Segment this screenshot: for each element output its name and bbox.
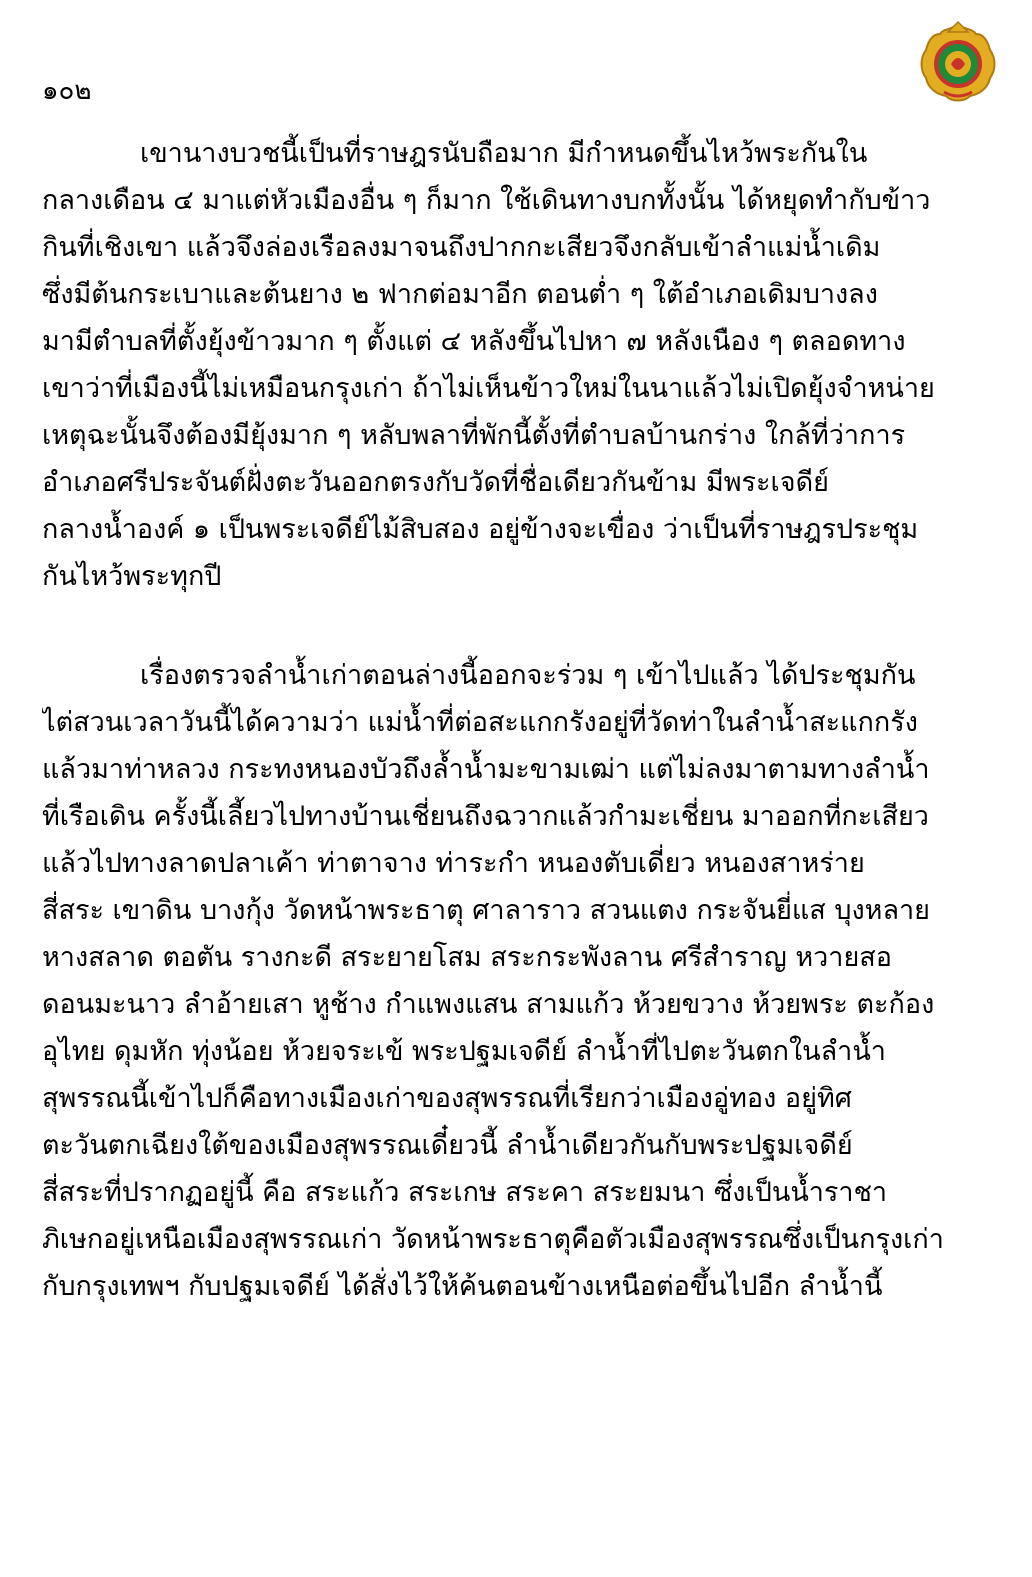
text-line: มามีตำบลที่ตั้งยุ้งข้าวมาก ๆ ตั้งแต่ ๔ หลังขึ้นไปหา ๗ หลังเนือง ๆ ตลอดทาง xyxy=(42,326,906,357)
text-line: สี่สระ เขาดิน บางกุ้ง วัดหน้าพระธาตุ ศาลาราว สวนแตง กระจันยี่แส บุงหลาย xyxy=(42,895,931,926)
text-line: ภิเษกอยู่เหนือเมืองสุพรรณเก่า วัดหน้าพระธาตุคือตัวเมืองสุพรรณซึ่งเป็นกรุงเก่า xyxy=(42,1224,944,1255)
text-line: สี่สระที่ปรากฏอยู่นี้ คือ สระแก้ว สระเกษ สระคา สระยมนา ซึ่งเป็นน้ำราชา xyxy=(42,1177,888,1208)
text-line: อุไทย ดุมหัก ทุ่งน้อย ห้วยจระเข้ พระปฐมเจดีย์ ลำน้ำที่ไปตะวันตกในลำน้ำ xyxy=(42,1036,886,1067)
text-line: แล้วไปทางลาดปลาเค้า ท่าตาจาง ท่าระกำ หนองตับเดี่ยว หนองสาหร่าย xyxy=(42,848,865,879)
paragraph-spacer xyxy=(42,600,990,652)
text-line: กลางเดือน ๔ มาแต่หัวเมืองอื่น ๆ ก็มาก ใช้เดินทางบกทั้งนั้น ได้หยุดทำกับข้าว xyxy=(42,185,931,216)
text-line: ซึ่งมีต้นกระเบาและต้นยาง ๒ ฟากต่อมาอีก ตอนต่ำ ๆ ใต้อำเภอเดิมบางลง xyxy=(42,279,878,310)
text-line: ดอนมะนาว ลำอ้ายเสา หูช้าง กำแพงแสน สามแก้ว ห้วยขวาง ห้วยพระ ตะก้อง xyxy=(42,989,935,1020)
text-line: กลางน้ำองค์ ๑ เป็นพระเจดีย์ไม้สิบสอง อยู่ข้างจะเขื่อง ว่าเป็นที่ราษฎรประชุม xyxy=(42,514,919,545)
text-line: แล้วมาท่าหลวง กระทงหนองบัวถึงล้ำน้ำมะขามเฒ่า แต่ไม่ลงมาตามทางลำน้ำ xyxy=(42,754,930,785)
paragraph-2 xyxy=(42,652,990,1310)
text-line: อำเภอศรีประจันต์ฝั่งตะวันออกตรงกับวัดที่ชื่อเดียวกันข้าม มีพระเจดีย์ xyxy=(42,467,829,498)
paragraph-1 xyxy=(42,130,990,600)
text-line: กันไหว้พระทุกปี xyxy=(42,561,222,592)
page-number: ๑๐๒ xyxy=(42,76,92,106)
text-line: ตะวันตกเฉียงใต้ของเมืองสุพรรณเดี๋ยวนี้ ลำน้ำเดียวกันกับพระปฐมเจดีย์ xyxy=(42,1130,853,1161)
text-line: สุพรรณนี้เข้าไปก็คือทางเมืองเก่าของสุพรรณที่เรียกว่าเมืองอู่ทอง อยู่ทิศ xyxy=(42,1083,852,1114)
text-line: เหตุฉะนั้นจึงต้องมียุ้งมาก ๆ หลับพลาที่พักนี้ตั้งที่ตำบลบ้านกร่าง ใกล้ที่ว่าการ xyxy=(42,420,906,451)
text-line: เรื่องตรวจลำน้ำเก่าตอนล่างนี้ออกจะร่วม ๆ เข้าไปแล้ว ได้ประชุมกัน xyxy=(140,660,916,691)
text-line: หางสลาด ตอตัน รางกะดี สระยายโสม สระกระพังลาน ศรีสำราญ หวายสอ xyxy=(42,942,892,973)
ministry-emblem-icon xyxy=(918,20,998,104)
text-line: กับกรุงเทพฯ กับปฐมเจดีย์ ได้สั่งไว้ให้ค้นตอนข้างเหนือต่อขึ้นไปอีก ลำน้ำนี้ xyxy=(42,1271,883,1302)
text-line: ไต่สวนเวลาวันนี้ได้ความว่า แม่น้ำที่ต่อสะแกกรังอยู่ที่วัดท่าในลำน้ำสะแกกรัง xyxy=(42,707,918,738)
text-line: เขาว่าที่เมืองนี้ไม่เหมือนกรุงเก่า ถ้าไม่เห็นข้าวใหม่ในนาแล้วไม่เปิดยุ้งจำหน่าย xyxy=(42,373,935,404)
text-line: กินที่เชิงเขา แล้วจึงล่องเรือลงมาจนถึงปากกะเสียวจึงกลับเข้าลำแม่น้ำเดิม xyxy=(42,232,881,263)
text-line: เขานางบวชนี้เป็นที่ราษฎรนับถือมาก มีกำหนดขึ้นไหว้พระกันใน xyxy=(140,138,868,169)
document-body xyxy=(42,130,990,1310)
text-line: ที่เรือเดิน ครั้งนี้เลี้ยวไปทางบ้านเชี่ยนถึงฉวากแล้วกำมะเชี่ยน มาออกที่กะเสียว xyxy=(42,801,929,832)
